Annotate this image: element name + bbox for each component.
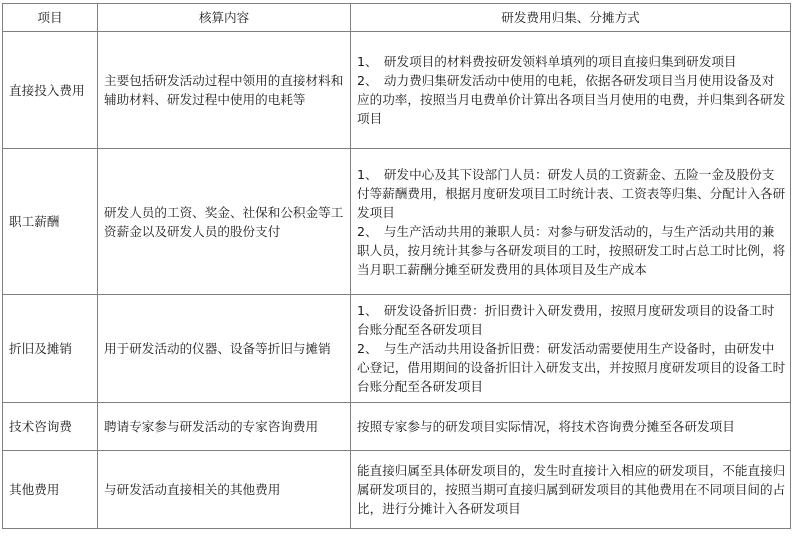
row-item: 技术咨询费 (3, 403, 98, 451)
method-line: 1、 研发项目的材料费按研发领料单填列的项目直接归集到研发项目 (357, 54, 737, 69)
row-item: 折旧及摊销 (3, 295, 98, 403)
header-content: 核算内容 (98, 4, 351, 32)
row-item: 直接投入费用 (3, 32, 98, 149)
method-line: 能直接归属至具体研发项目的，发生时直接计入相应的研发项目，不能直接归属研发项目的，按照当期可直接归属到研发项目的其他费用在不同项目间的占比，进行分摊计入各研发项目 (357, 463, 786, 516)
row-content: 主要包括研发活动过程中领用的直接材料和辅助材料、研发过程中使用的电耗等 (98, 32, 351, 149)
row-content: 研发人员的工资、奖金、社保和公积金等工资薪金以及研发人员的股份支付 (98, 149, 351, 295)
row-method (351, 403, 791, 451)
method-line: 1、 研发设备折旧费：折旧费计入研发费用，按照月度研发项目的设备工时台账分配至各研发项目 (357, 303, 775, 337)
row-item: 其他费用 (3, 451, 98, 529)
table-row (3, 403, 791, 451)
method-line: 按照专家参与的研发项目实际情况，将技术咨询费分摊至各研发项目 (357, 419, 735, 434)
method-line: 2、 动力费归集研发活动中使用的电耗，依据各研发项目当月使用设备及对应的功率，按照当月电费单价计算出各项目当月使用的电费，并归集到各研发项目 (357, 73, 786, 126)
row-content: 与研发活动直接相关的其他费用 (98, 451, 351, 529)
row-method (351, 32, 791, 149)
table-row (3, 451, 791, 529)
row-method (351, 149, 791, 295)
header-item: 项目 (3, 4, 98, 32)
row-item: 职工薪酬 (3, 149, 98, 295)
row-content: 聘请专家参与研发活动的专家咨询费用 (98, 403, 351, 451)
method-line: 2、 与生产活动共用的兼职人员：对参与研发活动的，与生产活动共用的兼职人员，按月统计其参与各研发项目的工时，按照研发工时占总工时比例，将当月职工薪酬分摊至研发费用的具体项目及生产成本 (357, 223, 786, 277)
table-row (3, 32, 791, 149)
cost-allocation-table (2, 3, 791, 529)
method-line: 1、 研发中心及其下设部门人员：研发人员的工资薪金、五险一金及股份支付等薪酬费用，根据月度研发项目工时统计表、工资表等归集、分配计入各研发项目 (357, 166, 786, 220)
header-method: 研发费用归集、分摊方式 (351, 4, 791, 32)
row-method (351, 451, 791, 529)
table-row (3, 149, 791, 295)
row-method (351, 295, 791, 403)
table-row (3, 295, 791, 403)
method-line: 2、 与生产活动共用设备折旧费：研发活动需要使用生产设备时，由研发中心登记，借用期间的设备折旧计入研发支出，并按照月度研发项目的设备工时台账分配至各研发项目 (357, 341, 786, 394)
row-content: 用于研发活动的仪器、设备等折旧与摊销 (98, 295, 351, 403)
header-row (3, 4, 791, 32)
